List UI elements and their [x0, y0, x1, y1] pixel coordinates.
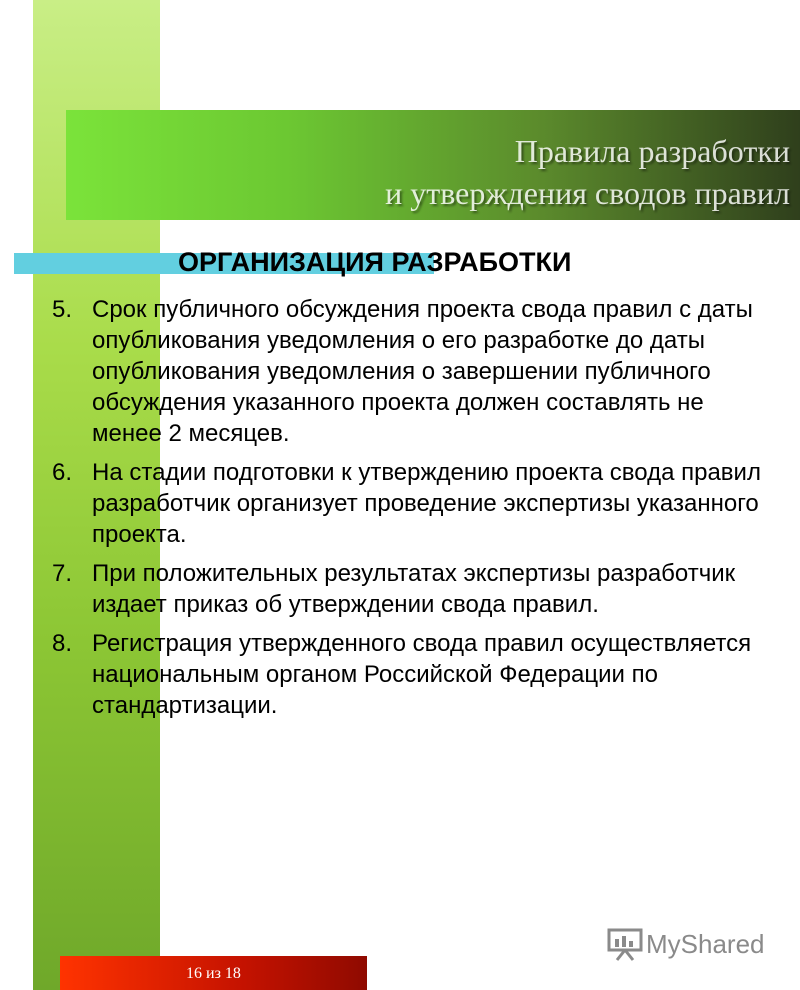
- slide-title: [385, 130, 790, 214]
- watermark-logo[interactable]: [606, 926, 765, 962]
- item-number: 5.: [52, 296, 73, 323]
- rules-list: [52, 294, 772, 729]
- list-item: [52, 457, 772, 550]
- item-text: Срок публичного обсуждения проекта свода правил с даты опубликования уведомления о его разработке до даты опубликования уведомления о завершении публичного обсуждения указанного проекта должен составлять не менее 2 месяцев.: [92, 296, 753, 447]
- item-number: 8.: [52, 630, 73, 657]
- item-number: 7.: [52, 560, 73, 587]
- item-text: При положительных результатах экспертизы разработчик издает приказ об утверждении свода правил.: [92, 560, 736, 618]
- slide-title-line-1: Правила разработки: [514, 133, 790, 169]
- item-text: На стадии подготовки к утверждению проекта свода правил разработчик организует проведение экспертизы указанного проекта.: [92, 459, 761, 548]
- item-text: Регистрация утвержденного свода правил осуществляется национальным органом Российской Федерации по стандартизации.: [92, 630, 752, 719]
- slide-title-line-2: и утверждения сводов правил: [385, 175, 790, 211]
- page-indicator-bar: [60, 956, 367, 990]
- title-banner: [66, 110, 800, 220]
- section-heading: ОРГАНИЗАЦИЯ РАЗРАБОТКИ: [178, 247, 572, 277]
- presentation-board-icon: [606, 927, 644, 961]
- list-item: [52, 294, 772, 449]
- list-item: [52, 628, 772, 721]
- page-indicator: 16 из 18: [186, 965, 241, 982]
- list-item: [52, 558, 772, 620]
- watermark-text: MyShared: [646, 928, 765, 959]
- item-number: 6.: [52, 459, 73, 486]
